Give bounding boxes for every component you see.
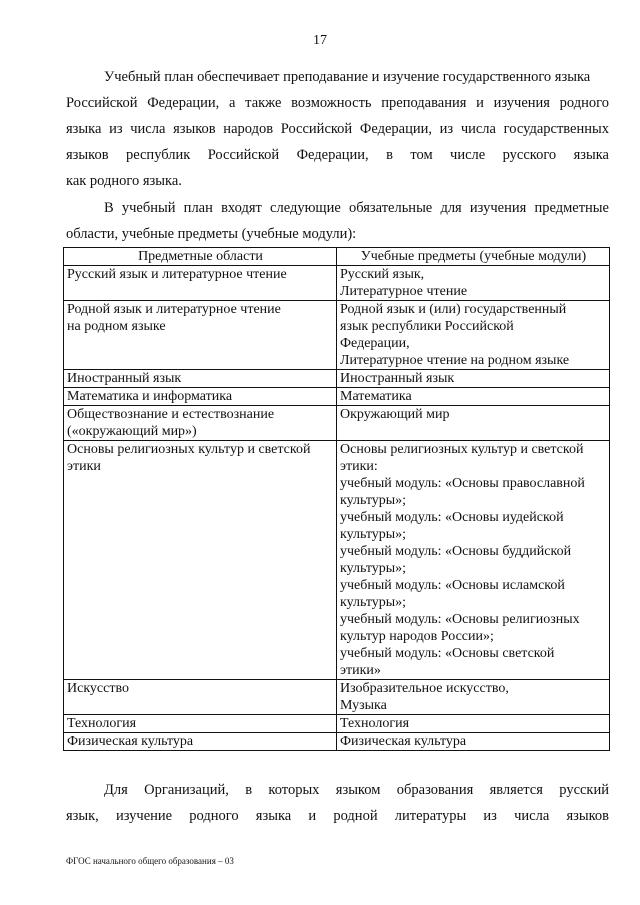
subjects-cell-line: Родной язык и (или) государственный xyxy=(340,302,567,317)
subjects-cell-line: культуры»; xyxy=(340,595,407,610)
subjects-cell xyxy=(337,266,610,301)
subject-area-cell-line: («окружающий мир») xyxy=(67,424,197,439)
subject-area-cell-line: Обществознание и естествознание xyxy=(67,407,275,422)
subject-area-cell xyxy=(64,370,337,388)
subjects-cell-line: учебный модуль: «Основы исламской xyxy=(340,578,565,593)
subjects-cell-line: учебный модуль: «Основы православной xyxy=(340,476,585,491)
subject-area-cell xyxy=(64,266,337,301)
subject-area-cell-line: этики xyxy=(67,459,101,474)
subjects-cell-line: учебный модуль: «Основы религиозных xyxy=(340,612,580,627)
subjects-cell xyxy=(337,715,610,733)
subjects-cell-line: Литературное чтение xyxy=(340,284,468,299)
subjects-cell xyxy=(337,680,610,715)
subjects-cell-line: культур народов России»; xyxy=(340,629,494,644)
subjects-cell xyxy=(337,301,610,370)
subject-area-cell-line: Математика и информатика xyxy=(67,389,233,404)
subject-area-cell xyxy=(64,680,337,715)
subjects-cell xyxy=(337,370,610,388)
table-row xyxy=(64,733,610,751)
subjects-cell-line: Федерации, xyxy=(340,336,410,351)
document-footer: ФГОС начального общего образования – 03 xyxy=(66,856,234,866)
subject-area-cell xyxy=(64,441,337,680)
table-row xyxy=(64,406,610,441)
table-row xyxy=(64,715,610,733)
subjects-cell-line: учебный модуль: «Основы светской xyxy=(340,646,555,661)
table-row xyxy=(64,370,610,388)
paragraph-line: Для Организаций, в которых языком образования является русский xyxy=(104,782,609,798)
subjects-table xyxy=(63,247,610,751)
subject-area-cell xyxy=(64,715,337,733)
subjects-cell xyxy=(337,388,610,406)
table-header-row xyxy=(64,248,610,266)
paragraph-organizations xyxy=(66,777,609,829)
subject-area-cell-line: Искусство xyxy=(67,681,129,696)
subjects-cell-line: культуры»; xyxy=(340,527,407,542)
paragraph-line: Российской Федерации, а также возможность преподавания и изучения родного xyxy=(66,95,609,111)
paragraph-line: язык, изучение родного языка и родной литературы из числа языков xyxy=(66,808,609,824)
subjects-cell-line: Основы религиозных культур и светской xyxy=(340,442,584,457)
subjects-cell-line: этики: xyxy=(340,459,378,474)
paragraph-line: языков республик Российской Федерации, в том числе русского языка xyxy=(66,147,609,163)
paragraph-line: области, учебные предметы (учебные модули): xyxy=(66,226,357,242)
table-row xyxy=(64,680,610,715)
header-subjects: Учебные предметы (учебные модули) xyxy=(337,248,610,266)
subjects-cell-line: культуры»; xyxy=(340,493,407,508)
paragraph-line: как родного языка. xyxy=(66,173,182,189)
subject-area-cell-line: Иностранный язык xyxy=(67,371,182,386)
subjects-cell-line: учебный модуль: «Основы иудейской xyxy=(340,510,564,525)
subjects-cell-line: Изобразительное искусство, xyxy=(340,681,509,696)
paragraph-line: языка из числа языков народов Российской Федерации, из числа государственных xyxy=(66,121,609,137)
subjects-cell-line: Иностранный язык xyxy=(340,371,455,386)
subject-area-cell xyxy=(64,733,337,751)
subjects-cell-line: Окружающий мир xyxy=(340,407,450,422)
subject-area-cell xyxy=(64,301,337,370)
table-body xyxy=(64,266,610,751)
paragraph-curriculum-languages xyxy=(66,64,609,194)
subjects-cell-line: этики» xyxy=(340,663,381,678)
table-row xyxy=(64,388,610,406)
subjects-cell-line: Русский язык, xyxy=(340,267,425,282)
subjects-cell xyxy=(337,441,610,680)
subjects-cell-line: культуры»; xyxy=(340,561,407,576)
header-subject-areas: Предметные области xyxy=(64,248,337,266)
subjects-cell-line: Музыка xyxy=(340,698,387,713)
subject-area-cell-line: Основы религиозных культур и светской xyxy=(67,442,311,457)
subject-area-cell-line: Русский язык и литературное чтение xyxy=(67,267,287,282)
subject-area-cell xyxy=(64,388,337,406)
subjects-cell-line: учебный модуль: «Основы буддийской xyxy=(340,544,572,559)
subject-area-cell-line: Технология xyxy=(67,716,137,731)
subject-area-cell-line: на родном языке xyxy=(67,319,166,334)
subjects-cell-line: Физическая культура xyxy=(340,734,467,749)
paragraph-subject-areas-intro xyxy=(66,195,609,247)
subject-area-cell-line: Родной язык и литературное чтение xyxy=(67,302,281,317)
table-row xyxy=(64,301,610,370)
subject-area-cell xyxy=(64,406,337,441)
subject-area-cell-line: Физическая культура xyxy=(67,734,194,749)
subjects-cell-line: язык республики Российской xyxy=(340,319,514,334)
page-number: 17 xyxy=(313,33,327,48)
paragraph-line: Учебный план обеспечивает преподавание и изучение государственного языка xyxy=(104,69,591,85)
paragraph-line: В учебный план входят следующие обязательные для изучения предметные xyxy=(104,200,609,216)
subjects-cell-line: Математика xyxy=(340,389,412,404)
subjects-cell-line: Литературное чтение на родном языке xyxy=(340,353,570,368)
table-row xyxy=(64,266,610,301)
subjects-cell xyxy=(337,406,610,441)
subjects-cell xyxy=(337,733,610,751)
subjects-cell-line: Технология xyxy=(340,716,410,731)
table-row xyxy=(64,441,610,680)
